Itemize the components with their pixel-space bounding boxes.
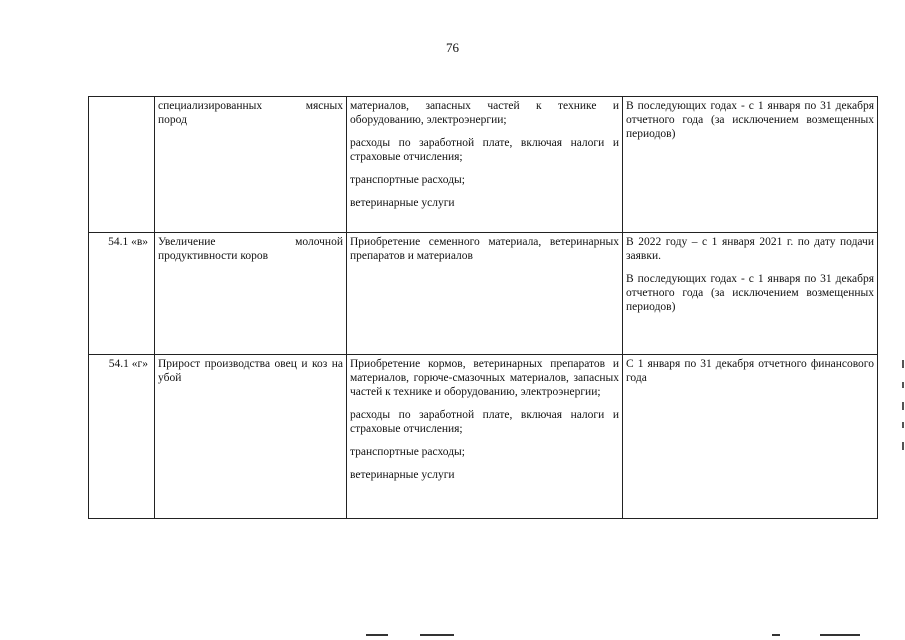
row-number: 54.1 «в» [89,233,155,355]
period-cell [623,355,878,519]
direction-text: мясных [305,100,343,112]
cost-item: транспортные расходы; [350,174,465,186]
direction-text: молочной [295,236,343,248]
scan-bottom-mark [820,634,860,636]
direction-text: специализированных [158,100,263,112]
direction-cell [155,233,347,355]
scan-edge-mark [902,442,904,450]
row-number: 54.1 «г» [89,355,155,519]
cost-item: материалов, запасных частей к технике и оборудованию, электроэнергии; [350,100,619,126]
scan-edge-mark [902,422,904,428]
direction-text: пород [158,114,187,126]
costs-cell [347,355,623,519]
scan-edge-mark [902,382,904,388]
cost-item: расходы по заработной плате, включая налоги и страховые отчисления; [350,137,619,163]
scan-edge-mark [902,402,904,410]
page-number: 76 [446,40,459,55]
costs-cell [347,233,623,355]
period-cell [623,97,878,233]
scan-edge-mark [902,360,904,368]
costs-cell [347,97,623,233]
cost-item: ветеринарные услуги [350,469,455,481]
scan-bottom-mark [366,634,388,636]
period-text: В 2022 году – с 1 января 2021 г. по дату подачи заявки. [626,236,874,262]
table-row [89,97,878,233]
scan-bottom-mark [772,634,780,636]
period-cell [623,233,878,355]
cost-item: ветеринарные услуги [350,197,455,209]
cost-item: Приобретение кормов, ветеринарных препаратов и материалов, горюче-смазочных материалов, запасных частей к технике и оборудованию, электроэнергии; [350,358,619,398]
scan-bottom-mark [420,634,454,636]
period-text: В последующих годах - с 1 января по 31 декабря отчетного года (за исключением возмещенных периодов) [626,100,874,140]
direction-text: Увеличение [158,236,216,248]
cost-item: расходы по заработной плате, включая налоги и страховые отчисления; [350,409,619,435]
cost-item: транспортные расходы; [350,446,465,458]
table-row [89,355,878,519]
cost-item: Приобретение семенного материала, ветеринарных препаратов и материалов [350,236,619,262]
period-text: В последующих годах - с 1 января по 31 декабря отчетного года (за исключением возмещенных периодов) [626,273,874,313]
table-row [89,233,878,355]
row-number [89,97,155,233]
direction-text: Прирост производства овец и коз на убой [158,358,343,384]
subsidy-table [88,96,878,519]
period-text: С 1 января по 31 декабря отчетного финансового года [626,358,874,384]
direction-cell [155,97,347,233]
direction-cell [155,355,347,519]
direction-text: продуктивности коров [158,250,269,262]
